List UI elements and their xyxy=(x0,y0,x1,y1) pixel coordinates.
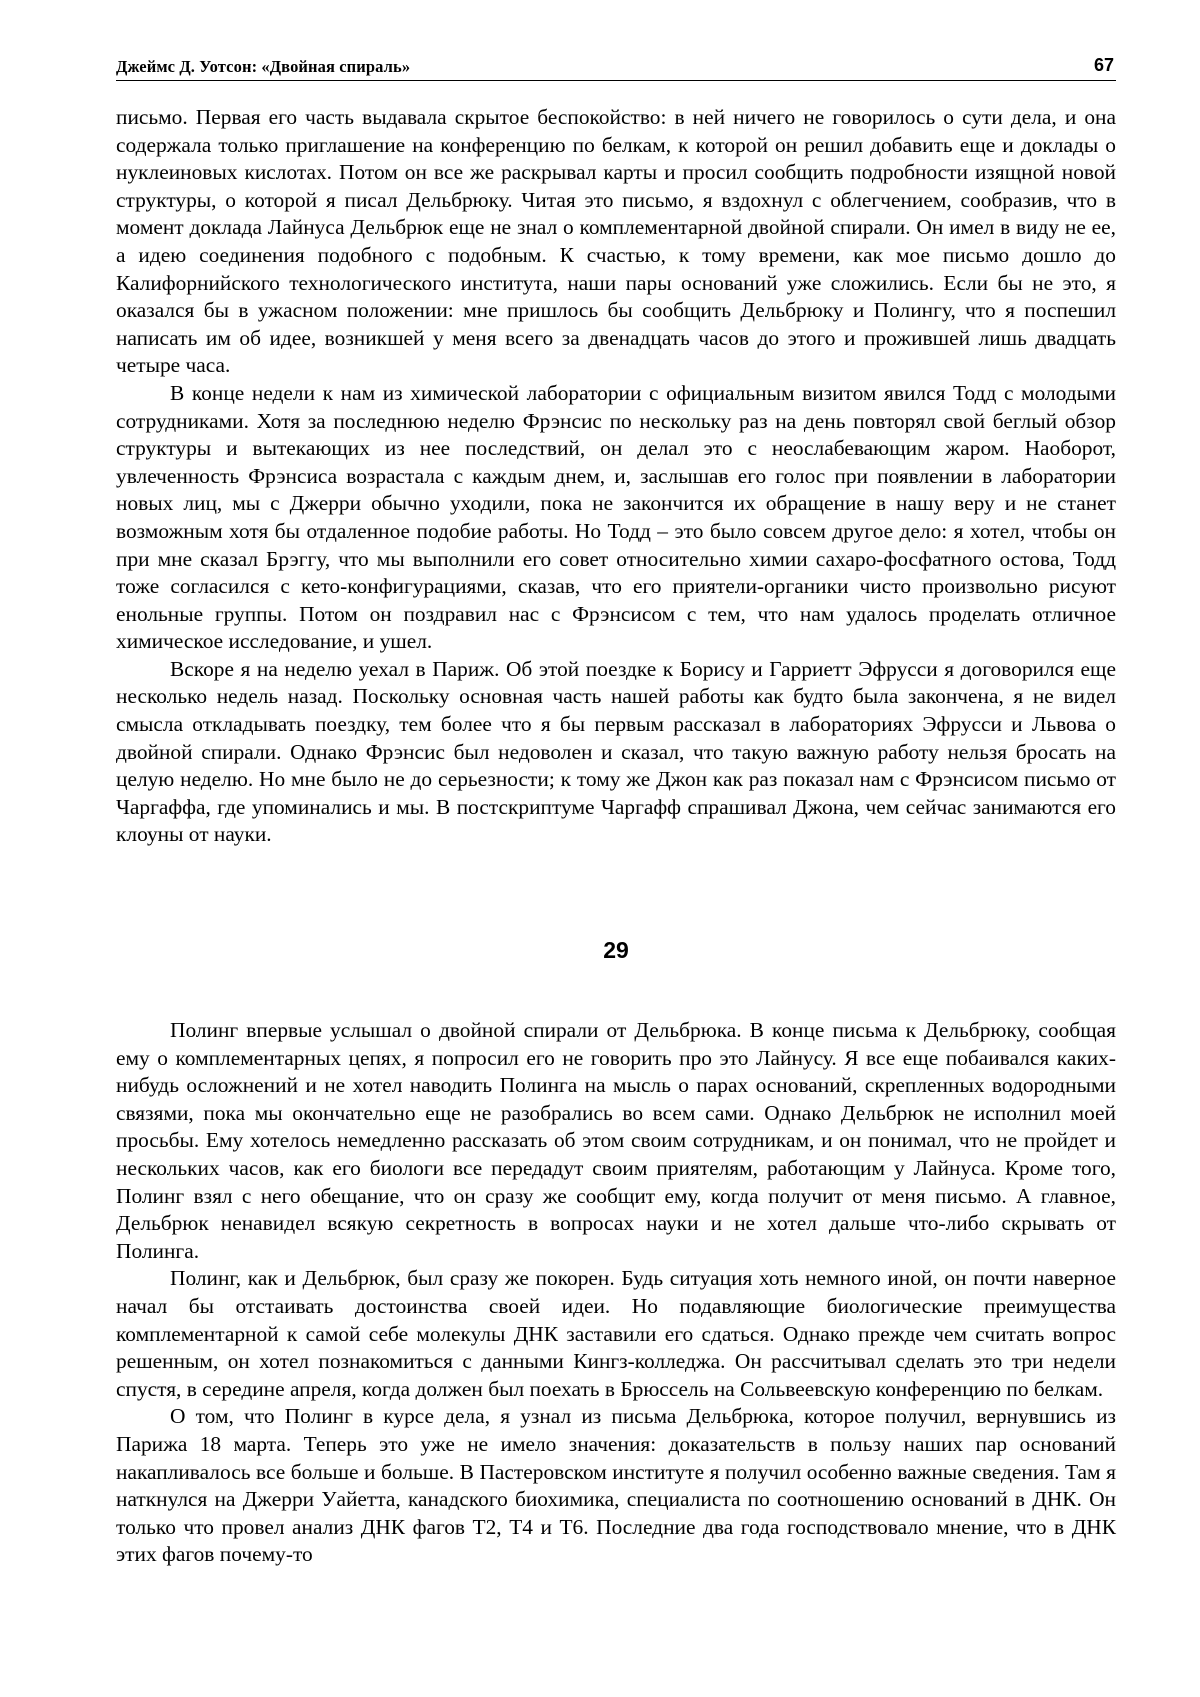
running-header xyxy=(116,52,1116,81)
paragraph: О том, что Полинг в курсе дела, я узнал из письма Дельбрюка, которое получил, вернувшись из Парижа 18 марта. Теперь это уже не имело значения: доказательств в пользу наших пар оснований накапливалось все больше и больше. В Пастеровском институте я получил особенно важные сведения. Там я наткнулся на Джерри Уайетта, канадского биохимика, специалиста по соотношению оснований в ДНК. Он только что провел анализ ДНК фагов Т2, Т4 и Т6. Последние два года господствовало мнение, что в ДНК этих фагов почему-то xyxy=(116,1404,1116,1567)
paragraph: Вскоре я на неделю уехал в Париж. Об этой поездке к Борису и Гарриетт Эфрусси я договорился еще несколько недель назад. Поскольку основная часть нашей работы как будто была закончена, я не видел смысла откладывать поездку, тем более что я бы первым рассказал в лабораториях Эфрусси и Львова о двойной спирали. Однако Фрэнсис был недоволен и сказал, что такую важную работу нельзя бросать на целую неделю. Но мне было не до серьезности; к тому же Джон как раз показал нам с Фрэнсисом письмо от Чаргаффа, где упоминались и мы. В постскриптуме Чаргафф спрашивал Джона, чем сейчас занимаются его клоуны от науки. xyxy=(116,656,1116,847)
paragraph: письмо. Первая его часть выдавала скрытое беспокойство: в ней ничего не говорилось о сути дела, и она содержала только приглашение на конференцию по белкам, к которой он решил добавить еще и доклады о нуклеиновых кислотах. Потом он все же раскрывал карты и просил сообщить подробности изящной новой структуры, о которой я писал Дельбрюку. Читая это письмо, я вздохнул с облегчением, сообразив, что в момент доклада Лайнуса Дельбрюк еще не знал о комплементарной двойной спирали. Он имел в виду не ее, а идею соединения подобного с подобным. К счастью, к тому времени, как мое письмо дошло до Калифорнийского технологического института, наши пары оснований уже сложились. Если бы не это, я оказался бы в ужасном положении: мне пришлось бы сообщить Дельбрюку и Полингу, что я поспешил написать им об идее, возникшей у меня всего за двенадцать часов до этого и прожившей лишь двадцать четыре часа. xyxy=(116,105,1116,378)
paragraph: Полинг впервые услышал о двойной спирали от Дельбрюка. В конце письма к Дельбрюку, сообщая ему о комплементарных цепях, я попросил его не говорить про это Лайнусу. Я все еще побаивался каких-нибудь осложнений и не хотел наводить Полинга на мысль о парах оснований, скрепленных водородными связями, пока мы окончательно еще не разобрались во всем сами. Однако Дельбрюк не исполнил моей просьбы. Ему хотелось немедленно рассказать об этом своим сотрудникам, и он понимал, что не пройдет и нескольких часов, как его биологи все передадут своим приятелям, работающим у Лайнуса. Кроме того, Полинг взял с него обещание, что он сразу же сообщит ему, когда получит от меня письмо. А главное, Дельбрюк ненавидел всякую секретность в вопросах науки и не хотел дальше что-либо скрывать от Полинга. xyxy=(116,1018,1116,1263)
text-section-1 xyxy=(116,104,1116,849)
paragraph: В конце недели к нам из химической лаборатории с официальным визитом явился Тодд с молодыми сотрудниками. Хотя за последнюю неделю Фрэнсис по нескольку раз на день повторял свой беглый обзор структуры и вытекающих из нее последствий, он делал это с неослабевающим жаром. Наоборот, увлеченность Фрэнсиса возрастала с каждым днем, и, заслышав его голос при появлении в лаборатории новых лиц, мы с Джерри обычно уходили, пока не закончится их обращение в нашу веру и не станет возможным хотя бы отдаленное подобие работы. Но Тодд – это было совсем другое дело: я хотел, чтобы он при мне сказал Брэггу, что мы выполнили его совет относительно химии сахаро-фосфатного остова, Тодд тоже согласился с кето-конфигурациями, сказав, что его приятели-органики чисто произвольно рисуют енольные группы. Потом он поздравил нас с Фрэнсисом с тем, что нам удалось проделать отличное химическое исследование, и ушел. xyxy=(116,380,1116,654)
paragraph: Полинг, как и Дельбрюк, был сразу же покорен. Будь ситуация хоть немного иной, он почти наверное начал бы отстаивать достоинства своей идеи. Но подавляющие биологические преимущества комплементарной к самой себе молекулы ДНК заставили его сдаться. Однако прежде чем считать вопрос решенным, он хотел познакомиться с данными Кингз-колледжа. Он рассчитывал сделать это три недели спустя, в середине апреля, когда должен был поехать в Брюссель на Сольвеевскую конференцию по белкам. xyxy=(116,1266,1116,1401)
header-title: Джеймс Д. Уотсон: «Двойная спираль» xyxy=(116,57,411,76)
text-section-2 xyxy=(116,1017,1116,1569)
page-number: 67 xyxy=(1093,55,1114,75)
chapter-heading: 29 xyxy=(603,937,629,963)
